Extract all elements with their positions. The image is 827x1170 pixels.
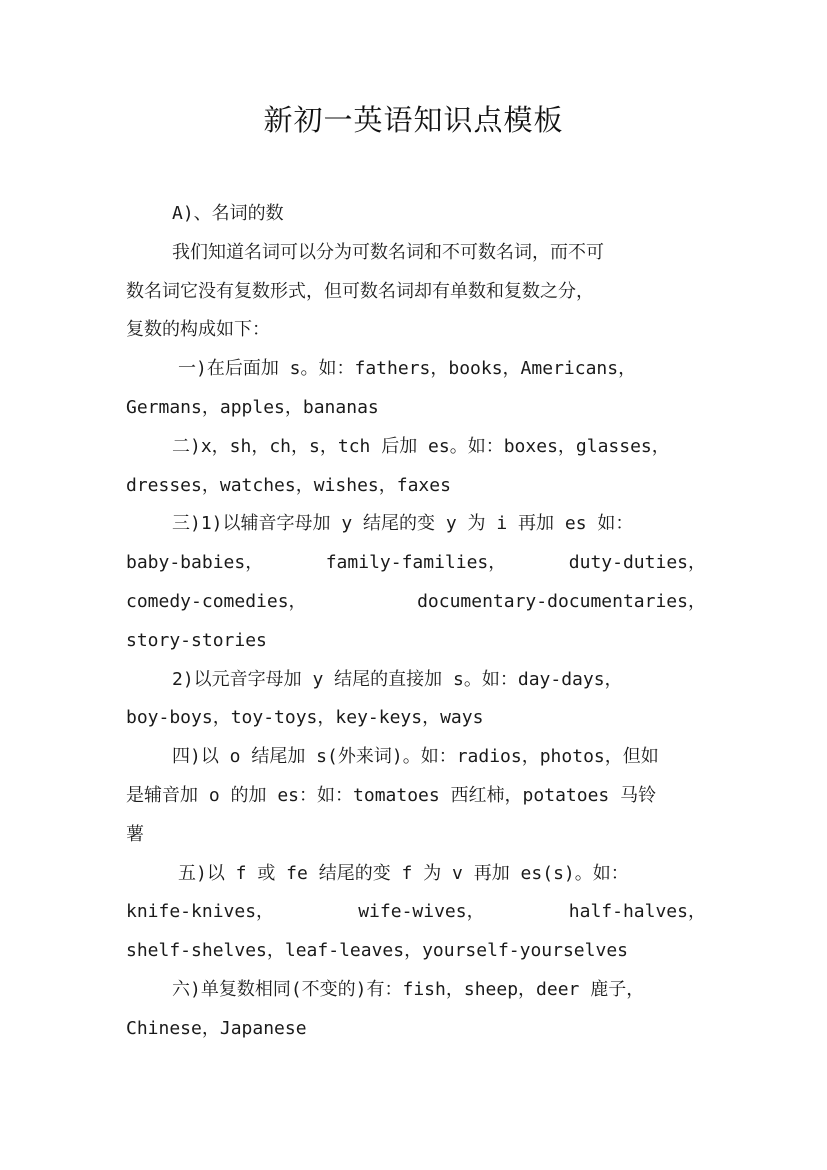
rule2-line-2: dresses，watches，wishes，faxes	[126, 474, 451, 496]
example-comedy: comedy-comedies，	[126, 590, 307, 612]
rule5-line-3: shelf-shelves，leaf-leaves，yourself-yourselves	[126, 940, 628, 962]
rule4-line-1: 四)以 o 结尾加 s(外来词)。如：radios，photos，但如	[172, 746, 659, 768]
example-knife: knife-knives，	[126, 901, 275, 923]
rule1-line-1: 一)在后面加 s。如：fathers，books，Americans，	[178, 358, 637, 380]
example-duty: duty-duties，	[568, 552, 706, 574]
rule3-1-line-4: story-stories	[126, 629, 267, 651]
rule5-line-2	[126, 893, 706, 932]
intro-line-3: 复数的构成如下：	[126, 319, 270, 341]
rule3-2-line-1: 2)以元音字母加 y 结尾的直接加 s。如：day-days，	[172, 668, 623, 690]
rule1-line-2: Germans，apples，bananas	[126, 396, 379, 418]
rule3-1-line-3	[126, 583, 706, 622]
example-wife: wife-wives，	[358, 901, 485, 923]
rule3-2-line-2: boy-boys，toy-toys，key-keys，ways	[126, 707, 484, 729]
rule5-line-1: 五)以 f 或 fe 结尾的变 f 为 v 再加 es(s)。如：	[178, 862, 629, 884]
intro-line-2: 数名词它没有复数形式，但可数名词却有单数和复数之分，	[126, 280, 594, 302]
rule4-line-2: 是辅音加 o 的加 es：如：tomatoes 西红柿，potatoes 马铃	[126, 784, 657, 806]
example-half: half-halves，	[568, 901, 706, 923]
rule3-1-line-2	[126, 544, 706, 583]
rule2-line-1: 二)x，sh，ch，s，tch 后加 es。如：boxes，glasses，	[172, 435, 670, 457]
rule4-line-3: 薯	[126, 823, 144, 845]
rule3-1-line-1: 三)1)以辅音字母加 y 结尾的变 y 为 i 再加 es 如：	[172, 513, 634, 535]
intro-line-1: 我们知道名词可以分为可数名词和不可数名词，而不可	[172, 241, 604, 263]
section-heading: A)、名词的数	[172, 203, 284, 224]
document-body	[126, 195, 706, 1049]
example-family: family-families，	[325, 552, 507, 574]
document-title: 新初一英语知识点模板	[263, 103, 564, 137]
example-documentary: documentary-documentaries，	[417, 590, 706, 612]
rule6-line-1: 六)单复数相同(不变的)有：fish，sheep，deer 鹿子，	[172, 978, 645, 1000]
rule6-line-2: Chinese，Japanese	[126, 1017, 307, 1039]
example-baby: baby-babies，	[126, 552, 264, 574]
